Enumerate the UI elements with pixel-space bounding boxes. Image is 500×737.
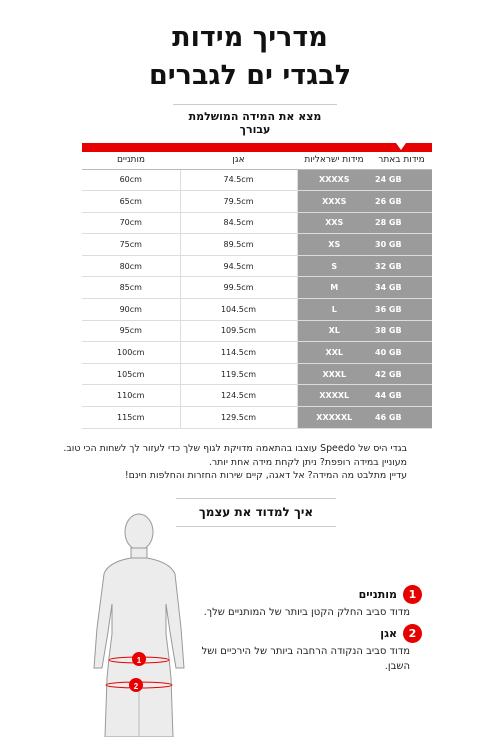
- cell-waist: 89.5cm: [180, 234, 297, 256]
- table-row: [82, 299, 432, 321]
- cell-hips: 85cm: [82, 277, 180, 299]
- cell-hips: 70cm: [82, 212, 180, 234]
- cell-eu-size: 44 GB: [371, 385, 432, 407]
- caret-down-icon: [396, 143, 406, 150]
- note-line-3: עדיין מתלבט מה המידה? אל דאגה, קיים שירות החזרות והחלפות חינם!: [124, 470, 407, 481]
- cell-eu-size: 36 GB: [371, 299, 432, 321]
- cell-eu-size: 40 GB: [371, 342, 432, 364]
- cell-hips: 115cm: [82, 407, 180, 429]
- cell-waist: 74.5cm: [180, 169, 297, 191]
- cell-hips: 90cm: [82, 299, 180, 321]
- cell-waist: 114.5cm: [180, 342, 297, 364]
- table-row: [82, 320, 432, 342]
- page-title-line1: מדריך מידות: [172, 22, 328, 53]
- cell-eu-size: 32 GB: [371, 255, 432, 277]
- header-waist: אגן: [180, 152, 297, 169]
- cell-hips: 110cm: [82, 385, 180, 407]
- cell-hips: 60cm: [82, 169, 180, 191]
- cell-hips: 75cm: [82, 234, 180, 256]
- page-subtitle: מצא את המידה המושלמת עבורך: [173, 104, 337, 144]
- cell-waist: 104.5cm: [180, 299, 297, 321]
- page-title-line2: לבגדי ים לגברים: [148, 60, 352, 91]
- cell-eu-size: 24 GB: [371, 169, 432, 191]
- table-row: [82, 277, 432, 299]
- cell-il-size: XXXXS: [297, 169, 371, 191]
- cell-waist: 99.5cm: [180, 277, 297, 299]
- step-description: מדוד סביב הנקודה הרחבה ביותר של הירכיים ושל השבן.: [201, 646, 410, 672]
- cell-hips: 105cm: [82, 363, 180, 385]
- cell-eu-size: 38 GB: [371, 320, 432, 342]
- size-notes: [0, 442, 407, 483]
- cell-waist: 79.5cm: [180, 191, 297, 213]
- cell-il-size: XXXL: [297, 363, 371, 385]
- table-row: [82, 255, 432, 277]
- header-eu-size: מידות באתר: [371, 152, 432, 169]
- cell-il-size: M: [297, 277, 371, 299]
- step-number-badge: 1: [403, 585, 422, 604]
- svg-text:1: 1: [136, 656, 142, 665]
- step-waist: [190, 624, 422, 674]
- cell-waist: 84.5cm: [180, 212, 297, 234]
- table-row: [82, 169, 432, 191]
- cell-il-size: XXS: [297, 212, 371, 234]
- svg-text:2: 2: [133, 682, 139, 691]
- cell-eu-size: 30 GB: [371, 234, 432, 256]
- cell-eu-size: 46 GB: [371, 407, 432, 429]
- cell-eu-size: 28 GB: [371, 212, 432, 234]
- cell-il-size: XS: [297, 234, 371, 256]
- table-row: [82, 191, 432, 213]
- cell-il-size: XL: [297, 320, 371, 342]
- table-row: [82, 407, 432, 429]
- size-table: [82, 152, 432, 429]
- step-description: מדוד סביב החלק הקטן ביותר של המותניים שלך.: [203, 607, 410, 618]
- cell-il-size: XXXXL: [297, 385, 371, 407]
- cell-hips: 65cm: [82, 191, 180, 213]
- step-hips: [190, 585, 422, 620]
- step-title: אגן: [380, 627, 397, 640]
- cell-il-size: L: [297, 299, 371, 321]
- measure-steps: [190, 585, 422, 678]
- cell-waist: 109.5cm: [180, 320, 297, 342]
- cell-eu-size: 42 GB: [371, 363, 432, 385]
- note-line-1: בגדי היס של Speedo עוצבו בהתאמה מדויקת לגוף שלך כדי לעזור לך לשחות הכי טוב.: [63, 443, 407, 454]
- cell-il-size: XXL: [297, 342, 371, 364]
- header-il-size: מידות ישראליות: [297, 152, 371, 169]
- note-line-2: מעוניין במידה רופפת? ניתן לקחת מידה אחת יותר.: [208, 456, 407, 468]
- cell-il-size: XXXXXL: [297, 407, 371, 429]
- table-row: [82, 385, 432, 407]
- cell-hips: 95cm: [82, 320, 180, 342]
- table-row: [82, 342, 432, 364]
- cell-waist: 119.5cm: [180, 363, 297, 385]
- cell-eu-size: 26 GB: [371, 191, 432, 213]
- header-hips: מותניים: [82, 152, 180, 169]
- cell-hips: 80cm: [82, 255, 180, 277]
- cell-il-size: XXXS: [297, 191, 371, 213]
- cell-hips: 100cm: [82, 342, 180, 364]
- step-title: מותניים: [358, 588, 397, 601]
- table-row: [82, 234, 432, 256]
- cell-il-size: S: [297, 255, 371, 277]
- size-table-header: [82, 152, 432, 169]
- table-row: [82, 212, 432, 234]
- table-row: [82, 363, 432, 385]
- cell-waist: 124.5cm: [180, 385, 297, 407]
- cell-waist: 129.5cm: [180, 407, 297, 429]
- howto-title: איך למדוד את עצמך: [176, 498, 336, 527]
- cell-waist: 94.5cm: [180, 255, 297, 277]
- cell-eu-size: 34 GB: [371, 277, 432, 299]
- table-accent-bar: [82, 143, 432, 152]
- step-number-badge: 2: [403, 624, 422, 643]
